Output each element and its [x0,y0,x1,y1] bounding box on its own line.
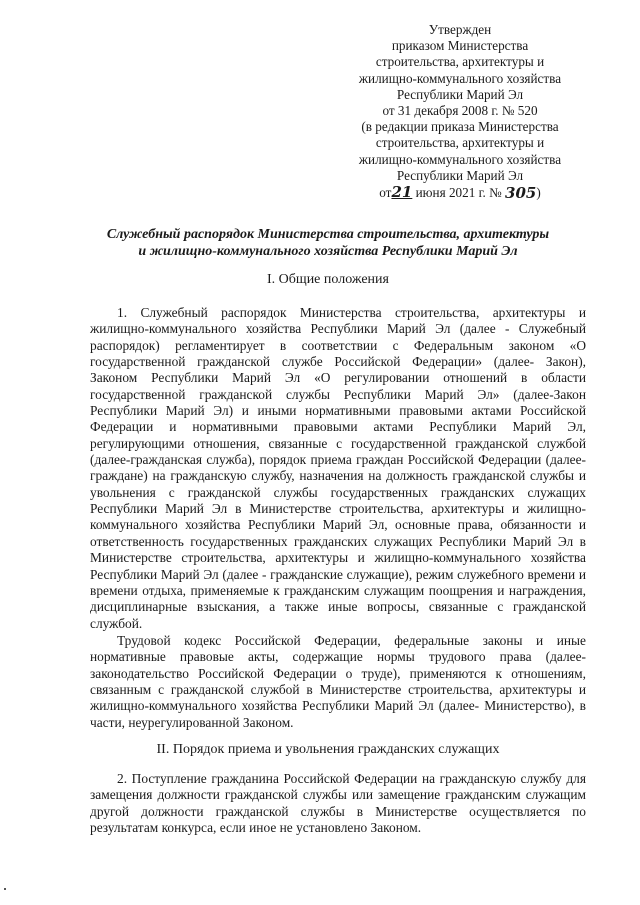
handwritten-number: 305 [505,184,537,203]
approval-line: Утвержден [428,22,492,37]
title-line-1: Служебный распорядок Министерства строительства, архитектуры [106,227,550,242]
approval-line: приказом Министерства [391,38,529,54]
approval-line: Республики Марий Эл [396,86,524,102]
section-heading-hiring: II. Порядок приема и увольнения гражданских служащих [156,742,500,757]
approval-line: строительства, архитектуры и [375,135,545,151]
date-prefix: от [379,185,392,201]
approval-line: жилищно-коммунального хозяйства [358,70,562,86]
approval-line: Республики Марий Эл [396,167,524,183]
document-title [60,226,596,260]
approval-date-line [330,184,590,201]
date-middle: июня 2021 г. № [415,185,502,201]
approval-line: (в редакции приказа Министерства [361,119,559,135]
approval-block [330,22,590,201]
date-suffix: ) [536,185,541,201]
paragraph-1: 1. Служебный распорядок Министерства строительства, архитектуры и жилищно-коммунального хозяйства Республики Марий Эл (далее - Служебный распорядок) регламентирует в соответствии с Федеральным законом «О государственной гражданской службе Российской Федерации» (далее- Закон), Законом Республики Марий Эл «О регулировании отношений в области государственной гражданской службы Республики Марий Эл» (далее-Закон Республики Марий Эл) и иными нормативными правовыми актами Российской Федерации и нормативными правовыми актами Республики Марий Эл, регулирующими отношения, связанные с государственной гражданской службой (далее-гражданская служба), порядок приема граждан Российской Федерации (далее-граждане) на гражданскую службу, назначения на должность гражданской службы и увольнения с гражданской службы государственных гражданских служащих Республики Марий Эл в Министерстве строительства, архитектуры и жилищно-коммунального хозяйства Республики Марий Эл, основные права, обязанности и ответственность государственных гражданских служащих Республики Марий Эл в Министерстве строительства, архитектуры и жилищно-коммунального хозяйства Республики Марий Эл (далее - гражданские служащие), режим служебного времени и времени отдыха, применяемые к гражданским служащим поощрения и награждения, дисциплинарные взыскания, а также иные вопросы, связанные с гражданской службой. [90,305,586,631]
scan-speck [4,888,6,890]
handwritten-day: 21 [391,183,413,202]
title-line-2: и жилищно-коммунального хозяйства Республики Марий Эл [138,244,518,259]
paragraph-labor-code: Трудовой кодекс Российской Федерации, федеральные законы и иные нормативные правовые акты, содержащие нормы трудового права (далее-законодательство Российской Федерации о труде), применяются к отношениям, связанным с гражданской службой в Министерстве строительства, архитектуры и жилищно-коммунального хозяйства Республики Марий Эл (далее- Министерство), в части, неурегулированной Законом. [90,633,586,730]
section-heading-general: I. Общие положения [267,272,389,287]
paragraph-2: 2. Поступление гражданина Российской Федерации на гражданскую службу для замещения должности гражданской службы или замещение гражданским служащим другой должности гражданской службы в Министерстве осуществляется по результатам конкурса, если иное не установлено Законом. [90,771,586,836]
approval-line: строительства, архитектуры и [375,54,545,70]
approval-line: жилищно-коммунального хозяйства [358,151,562,167]
approval-line: от 31 декабря 2008 г. № 520 [382,103,538,119]
